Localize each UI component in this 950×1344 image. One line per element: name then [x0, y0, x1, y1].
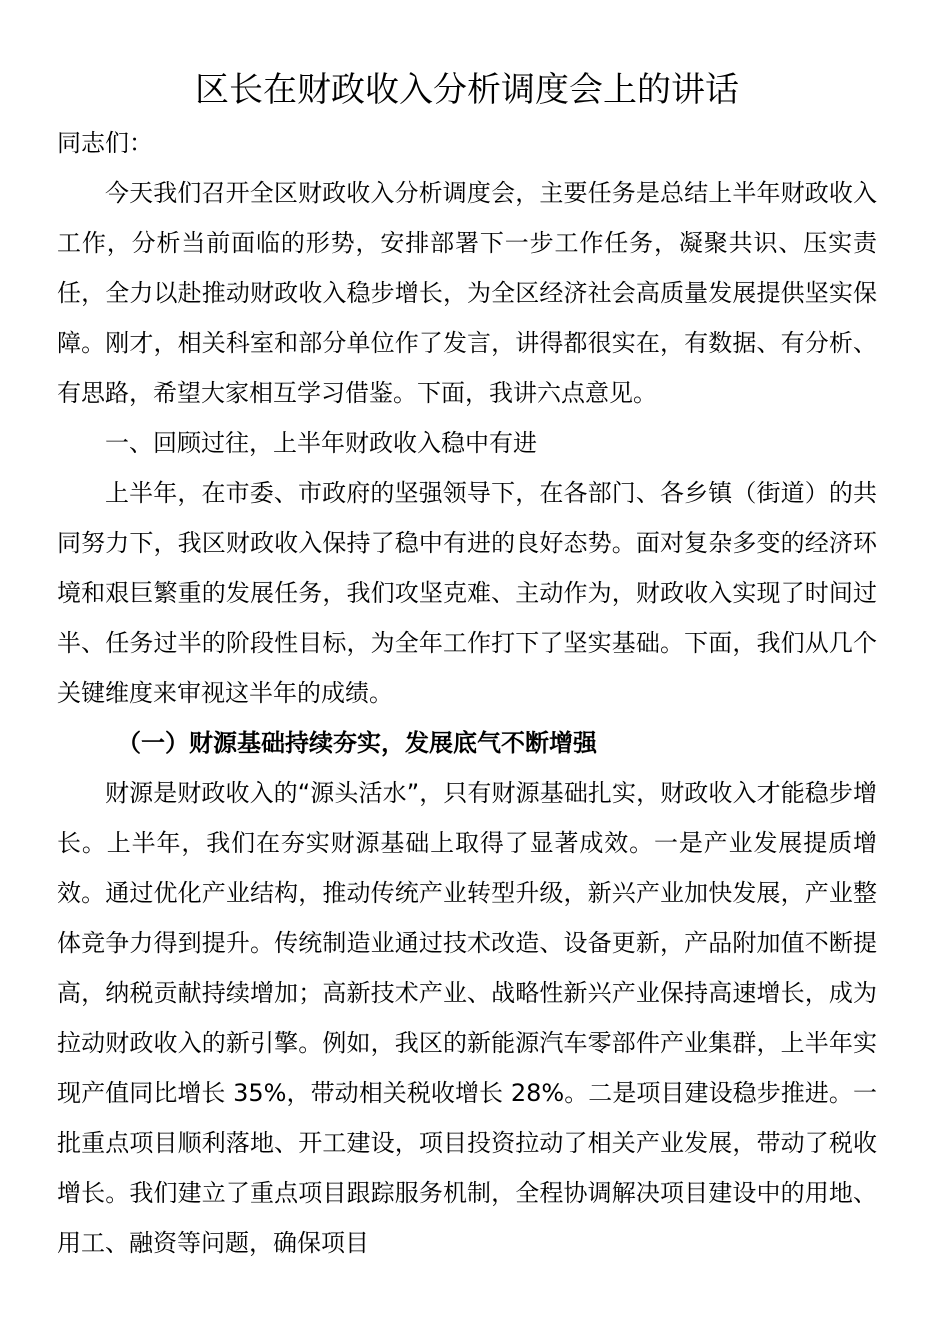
section-heading-1: 一、回顾过往，上半年财政收入稳中有进 — [105, 429, 537, 457]
document-page — [57, 62, 877, 1268]
document-title: 区长在财政收入分析调度会上的讲话 — [195, 70, 739, 110]
paragraph-review: 上半年，在市委、市政府的坚强领导下，在各部门、各乡镇（街道）的共同努力下，我区财政收入保持了稳中有进的良好态势。面对复杂多变的经济环境和艰巨繁重的发展任务，我们攻坚克难、主动作为，财政收入实现了时间过半、任务过半的阶段性目标，为全年工作打下了坚实基础。下面，我们从几个关键维度来审视这半年的成绩。 — [57, 479, 877, 707]
paragraph-intro: 今天我们召开全区财政收入分析调度会，主要任务是总结上半年财政收入工作，分析当前面临的形势，安排部署下一步工作任务，凝聚共识、压实责任，全力以赴推动财政收入稳步增长，为全区经济社会高质量发展提供坚实保障。刚才，相关科室和部分单位作了发言，讲得都很实在，有数据、有分析、有思路，希望大家相互学习借鉴。下面，我讲六点意见。 — [57, 179, 877, 407]
paragraph-revenue-base: 财源是财政收入的“源头活水”，只有财源基础扎实，财政收入才能稳步增长。上半年，我们在夯实财源基础上取得了显著成效。一是产业发展提质增效。通过优化产业结构，推动传统产业转型升级，新兴产业加快发展，产业整体竞争力得到提升。传统制造业通过技术改造、设备更新，产品附加值不断提高，纳税贡献持续增加；高新技术产业、战略性新兴产业保持高速增长，成为拉动财政收入的新引擎。例如，我区的新能源汽车零部件产业集群，上半年实现产值同比增长 35%，带动相关税收增长 28%。二是项目建设稳步推进。一批重点项目顺利落地、开工建设，项目投资拉动了相关产业发展，带动了税收增长。我们建立了重点项目跟踪服务机制，全程协调解决项目建设中的用地、用工、融资等问题，确保项目 — [57, 779, 877, 1257]
subsection-heading-1: （一）财源基础持续夯实，发展底气不断增强 — [117, 729, 597, 757]
salutation: 同志们： — [57, 129, 153, 157]
